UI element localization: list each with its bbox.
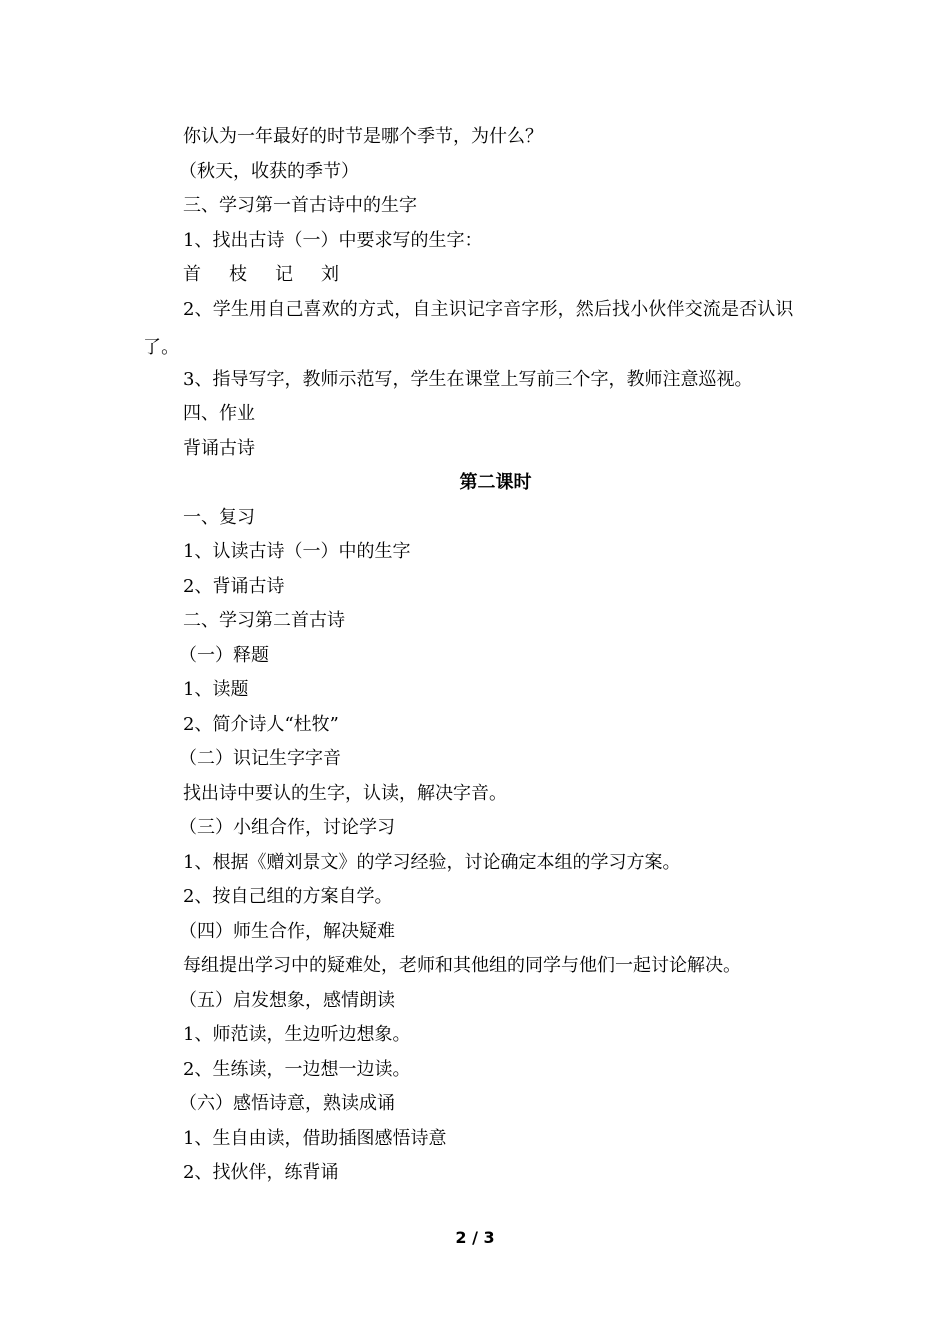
text-line: 2、简介诗人“杜牧” <box>183 713 339 735</box>
text-line: 1、找出古诗（一）中要求写的生字： <box>183 229 483 251</box>
section-heading: 一、复习 <box>183 506 255 528</box>
text-line: 1、根据《赠刘景文》的学习经验，讨论确定本组的学习方案。 <box>183 851 681 873</box>
text-line: 2、找伙伴，练背诵 <box>183 1162 339 1183</box>
lesson-heading: 第二课时 <box>459 472 532 493</box>
text-line: 找出诗中要认的生字，认读，解决字音。 <box>183 782 507 804</box>
text-line: 1、认读古诗（一）中的生字 <box>183 541 411 562</box>
text-line: 每组提出学习中的疑难处，老师和其他组的同学与他们一起讨论解决。 <box>183 955 741 976</box>
subsection-heading: （二）识记生字字音 <box>179 748 341 769</box>
character: 首 <box>183 264 201 285</box>
subsection-heading: （五）启发想象，感情朗读 <box>179 989 395 1011</box>
text-line: 背诵古诗 <box>183 437 255 459</box>
text-line: 3、指导写字，教师示范写，学生在课堂上写前三个字，教师注意巡视。 <box>183 368 753 390</box>
subsection-heading: （三）小组合作，讨论学习 <box>179 817 395 838</box>
text-line: （秋天，收获的季节） <box>179 160 359 182</box>
text-line: 2、按自己组的方案自学。 <box>183 886 393 907</box>
text-line: 1、生自由读，借助插图感悟诗意 <box>183 1127 447 1149</box>
text-line: 2、生练读，一边想一边读。 <box>183 1058 411 1080</box>
section-heading: 四、作业 <box>183 403 255 424</box>
character: 刘 <box>321 264 339 285</box>
character-list <box>143 258 808 293</box>
subsection-heading: （一）释题 <box>179 644 269 666</box>
character: 枝 <box>229 264 247 285</box>
text-line: 1、读题 <box>183 679 249 700</box>
character: 记 <box>275 264 293 285</box>
page-content <box>143 120 808 1191</box>
text-line: 你认为一年最好的时节是哪个季节，为什么？ <box>183 126 543 147</box>
text-line: 2、背诵古诗 <box>183 575 285 597</box>
text-line: 1、师范读，生边听边想象。 <box>183 1024 411 1045</box>
section-heading: 三、学习第一首古诗中的生字 <box>183 195 417 216</box>
subsection-heading: （四）师生合作，解决疑难 <box>179 920 395 942</box>
wrapped-paragraph: 2、学生用自己喜欢的方式，自主识记字音字形，然后找小伙伴交流是否认识了。 <box>143 298 794 358</box>
page-number: 2 / 3 <box>455 1228 495 1247</box>
section-heading: 二、学习第二首古诗 <box>183 610 345 631</box>
subsection-heading: （六）感悟诗意，熟读成诵 <box>179 1093 395 1114</box>
